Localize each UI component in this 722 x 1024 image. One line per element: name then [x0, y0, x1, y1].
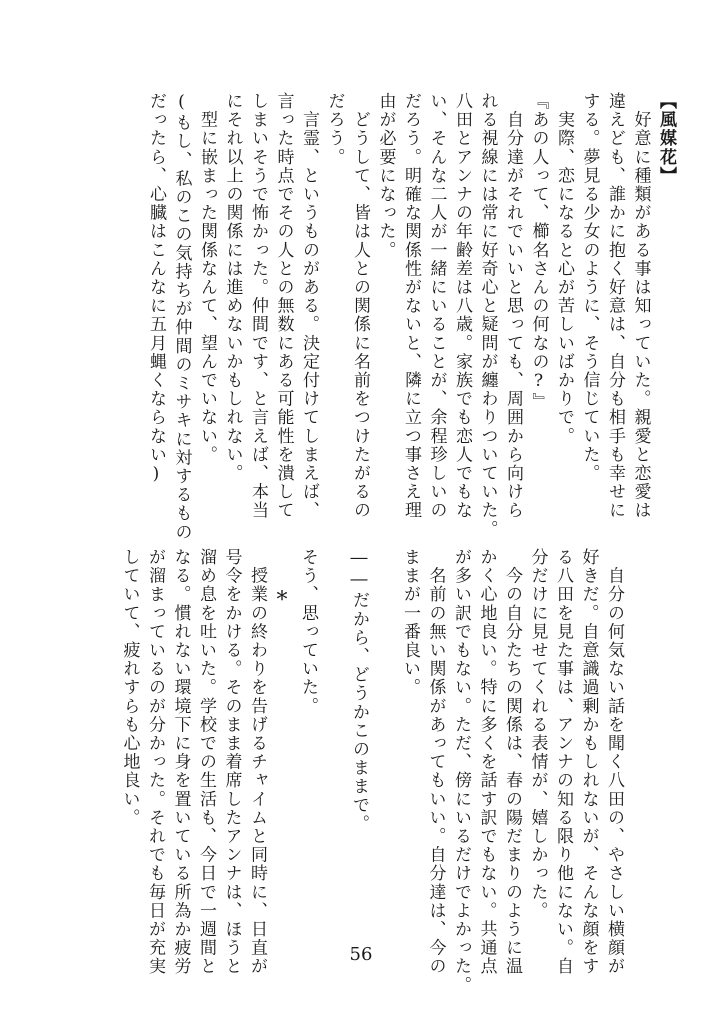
- body-line: 好意に種類がある事は知っていた。親愛と恋愛は: [630, 92, 651, 520]
- body-line: 今の自分たちの関係は、春の陽だまりのように温: [502, 548, 522, 976]
- body-line: する。夢見る少女のように、そう信じていた。: [579, 92, 600, 483]
- body-line: 好きだ。自意識過剰かもしれないが、そんな顔をす: [578, 548, 599, 976]
- body-line: 八田とアンナの年齢差は八歳。家族でも恋人でもな: [452, 92, 472, 520]
- body-line: どうして、皆は人との関係に名前をつけたがるの: [350, 92, 370, 520]
- body-line: 型に嵌まった関係なんて、望んでいない。: [197, 92, 217, 464]
- body-line: していて、疲れすらも心地良い。: [119, 548, 140, 827]
- body-line: が溜まっているのが分かった。それでも毎日が充実: [145, 548, 165, 976]
- body-line: そう、思っていた。: [298, 548, 318, 716]
- body-line: 自分の何気ない話を聞く八田の、やさしい横顔が: [604, 548, 624, 976]
- body-line: だろう。明確な関係性がないと、隣に立つ事さえ理: [401, 92, 421, 520]
- body-line: かく心地良い。特に多くを話す訳でもない。共通点: [476, 548, 497, 976]
- body-line: い、そんな二人が一緒にいることが、余程珍しいの: [426, 92, 447, 520]
- body-line: だったら、心臓はこんなに五月蝿くならない): [146, 92, 166, 486]
- body-line: 『あの人って、櫛名さんの何なの?』: [528, 92, 549, 412]
- body-line: だろう。: [324, 92, 345, 167]
- body-line: れる視線には常に好奇心と疑問が纏わりついていた。: [477, 92, 498, 539]
- blank-line: [371, 548, 397, 954]
- body-line: 溜め息を吐いた。学校での生活も、今日で一週間と: [196, 548, 216, 976]
- body-line: にそれ以上の関係には進めないかもしれない。: [222, 92, 243, 483]
- page-number: 56: [349, 944, 373, 965]
- blank-line: [320, 548, 346, 954]
- body-line: 実際、恋になると心が苦しいばかりで。: [554, 92, 574, 446]
- body-line: 違えども、誰かに抱く好意は、自分も相手も幸せに: [605, 92, 625, 520]
- body-line: が多い訳でもない。ただ、傍にいるだけでよかった。: [451, 548, 471, 995]
- body-line: (もし、私のこの気持ちが仲間のミサキに対するもの: [171, 92, 192, 542]
- upper-text-block: [118, 92, 678, 542]
- body-line: 授業の終わりを告げるチャイムと同時に、日直が: [247, 548, 267, 976]
- section-title: 【風媒花】: [656, 92, 676, 185]
- body-line: しまいそうで怖かった。仲間です、と言えば、本当: [248, 92, 268, 520]
- body-line: 自分達がそれでいいと思っても、周囲から向けら: [503, 92, 523, 520]
- body-line: 分だけに見せてくれる表情が、嬉しかった。: [527, 548, 548, 920]
- body-line: る八田を見た事は、アンナの知る限り他にない。自: [553, 548, 573, 976]
- body-line: ままが一番良い。: [400, 548, 420, 697]
- body-line: 言った時点でその人との無数にある可能性を潰して: [273, 92, 294, 520]
- body-line: なる。慣れない環境下に身を置いている所為か疲労: [170, 548, 191, 976]
- body-line: 号令をかける。そのまま着席したアンナは、ほうと: [221, 548, 242, 976]
- body-line: 由が必要になった。: [375, 92, 396, 260]
- body-line: ――だから、どうかこのままで。: [349, 548, 369, 833]
- body-line: 名前の無い関係があってもいい。自分達は、今の: [425, 548, 446, 976]
- body-line: 言霊、というものがある。決定付けてしまえば、: [299, 92, 319, 520]
- scene-break-asterisk: *: [269, 588, 295, 615]
